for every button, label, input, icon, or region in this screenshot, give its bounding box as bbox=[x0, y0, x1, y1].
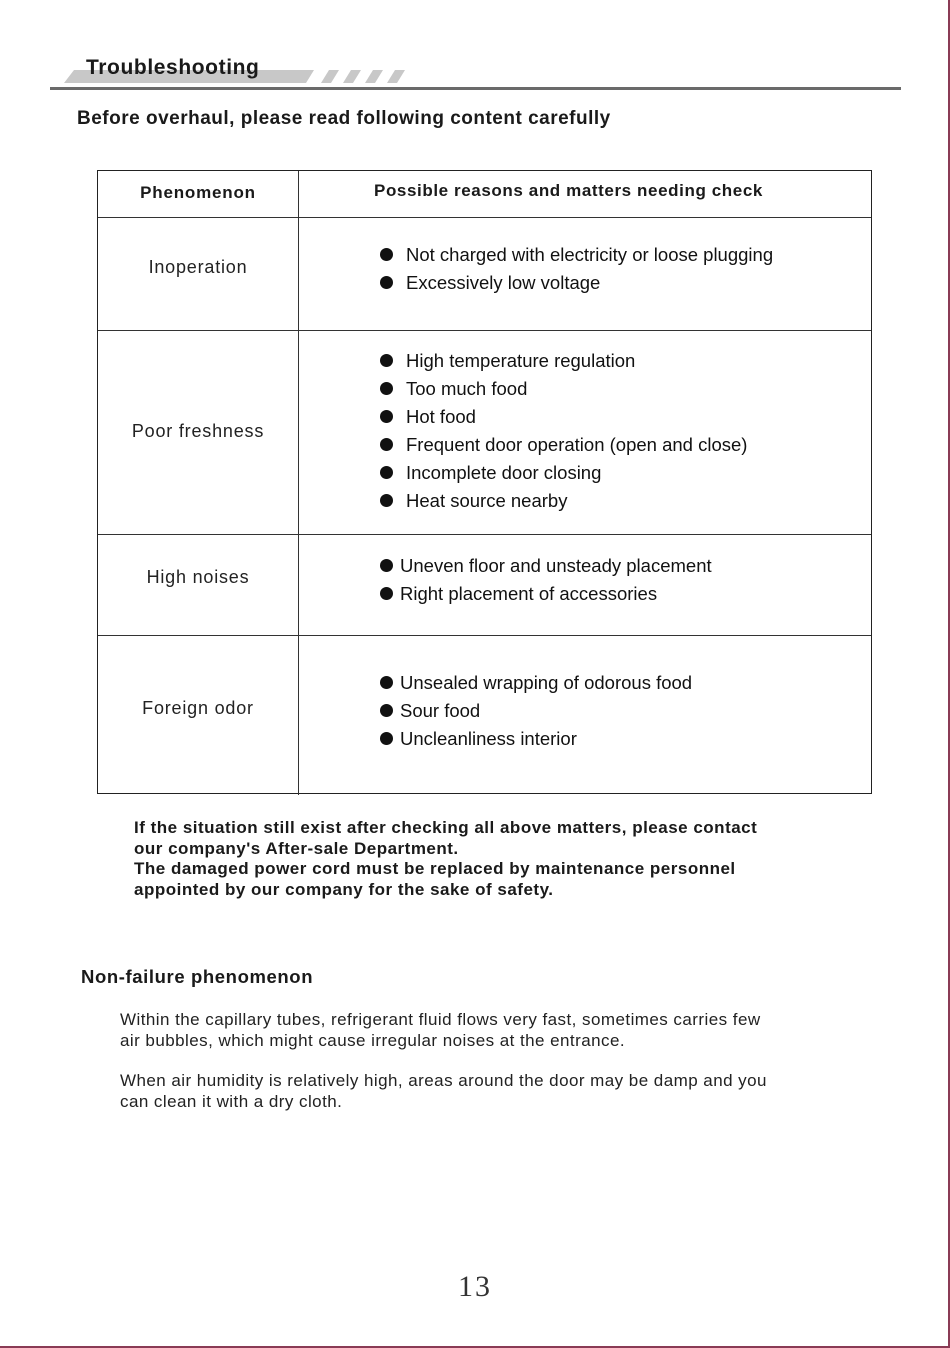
bullet-icon bbox=[380, 494, 393, 507]
troubleshooting-table bbox=[97, 170, 872, 794]
column-divider bbox=[298, 217, 299, 795]
bullet-icon bbox=[380, 466, 393, 479]
column-divider bbox=[298, 171, 299, 217]
phenomenon-foreign-odor: Foreign odor bbox=[142, 698, 254, 718]
phenomenon-poor-freshness: Poor freshness bbox=[131, 421, 265, 441]
table-divider bbox=[98, 217, 871, 218]
bullet-icon bbox=[380, 559, 393, 572]
bullet-icon bbox=[380, 276, 393, 289]
table-divider bbox=[98, 330, 871, 331]
paragraph-line: Within the capillary tubes, refrigerant fluid flows very fast, sometimes carries few bbox=[120, 1010, 761, 1029]
bullet-icon bbox=[380, 704, 393, 717]
notice-line: appointed by our company for the sake of safety. bbox=[134, 879, 554, 899]
intro-text: Before overhaul, please read following content carefully bbox=[77, 108, 611, 129]
bullet-icon bbox=[380, 438, 393, 451]
notice-line: If the situation still exist after checking all above matters, please contact bbox=[134, 818, 758, 837]
notice-line: our company's After-sale Department. bbox=[134, 838, 459, 858]
list-item: Uneven floor and unsteady placement bbox=[380, 552, 712, 580]
non-failure-paragraph-2 bbox=[120, 1071, 880, 1112]
list-item: Heat source nearby bbox=[380, 487, 747, 515]
bullet-icon bbox=[380, 382, 393, 395]
table-divider bbox=[98, 635, 871, 636]
bullet-icon bbox=[380, 676, 393, 689]
header-rule bbox=[50, 87, 901, 90]
reasons-list bbox=[380, 669, 692, 753]
list-item: Hot food bbox=[380, 403, 747, 431]
list-item: Sour food bbox=[380, 697, 692, 725]
page-number: 13 bbox=[458, 1270, 492, 1303]
notice-line: The damaged power cord must be replaced by maintenance personnel bbox=[134, 859, 736, 878]
list-item: Unsealed wrapping of odorous food bbox=[380, 669, 692, 697]
list-item: Too much food bbox=[380, 375, 747, 403]
bullet-icon bbox=[380, 587, 393, 600]
reasons-list bbox=[380, 241, 773, 297]
list-item: Right placement of accessories bbox=[380, 580, 712, 608]
reasons-list bbox=[380, 347, 747, 515]
list-item: Excessively low voltage bbox=[380, 269, 773, 297]
list-item: Uncleanliness interior bbox=[380, 725, 692, 753]
bullet-icon bbox=[380, 732, 393, 745]
list-item: Not charged with electricity or loose plugging bbox=[380, 241, 773, 269]
non-failure-paragraph-1 bbox=[120, 1010, 880, 1051]
paragraph-line: air bubbles, which might cause irregular noises at the entrance. bbox=[120, 1030, 626, 1050]
header-phenomenon: Phenomenon bbox=[140, 183, 256, 202]
bullet-icon bbox=[380, 354, 393, 367]
table-divider bbox=[98, 534, 871, 535]
reasons-list bbox=[380, 552, 712, 608]
paragraph-line: can clean it with a dry cloth. bbox=[120, 1091, 343, 1111]
header-reasons: Possible reasons and matters needing check bbox=[374, 181, 763, 200]
list-item: Frequent door operation (open and close) bbox=[380, 431, 747, 459]
list-item: Incomplete door closing bbox=[380, 459, 747, 487]
phenomenon-high-noises: High noises bbox=[146, 567, 250, 587]
bullet-icon bbox=[380, 248, 393, 261]
contact-notice bbox=[134, 818, 854, 900]
list-item: High temperature regulation bbox=[380, 347, 747, 375]
phenomenon-inoperation: Inoperation bbox=[148, 257, 248, 277]
bullet-icon bbox=[380, 410, 393, 423]
page-title: Troubleshooting bbox=[86, 56, 260, 79]
paragraph-line: When air humidity is relatively high, areas around the door may be damp and you bbox=[120, 1071, 767, 1090]
section-title-non-failure: Non-failure phenomenon bbox=[81, 966, 314, 987]
